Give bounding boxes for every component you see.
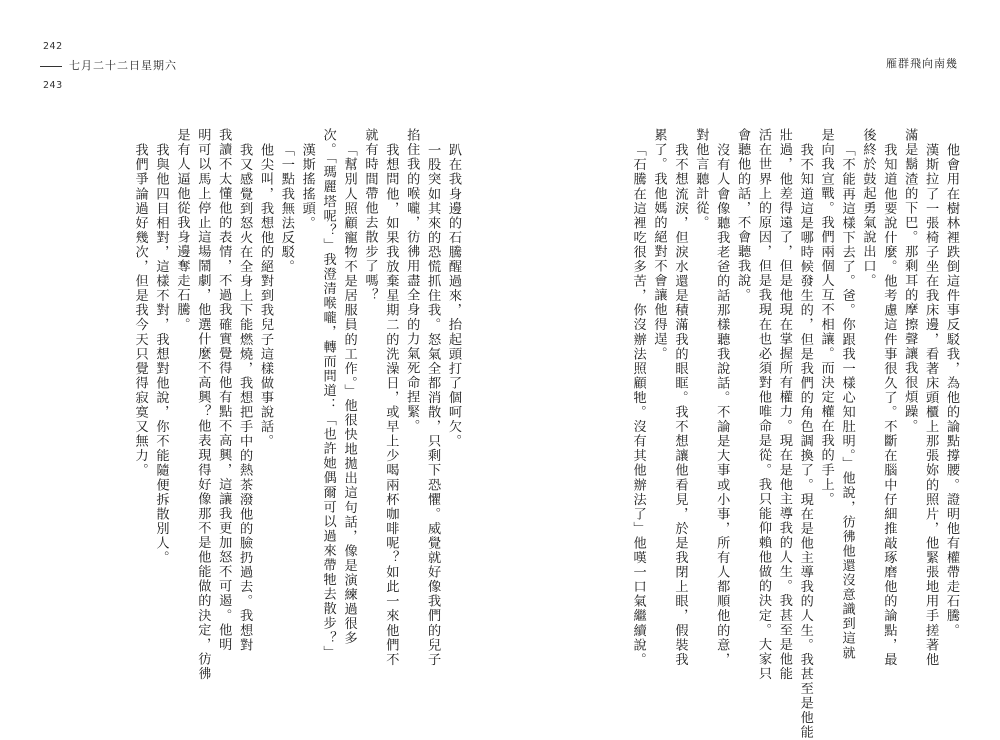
text-line: 他會用在樹林裡跌倒這件事反駁我，為他的論點撐腰。證明他有權帶走石騰。 <box>944 143 959 638</box>
text-line: 我讀不太懂他的表情，不過我確實覺得他有點不高興，這讓我更加怒不可遏。他明 <box>216 128 232 652</box>
text-line: 後終於鼓起勇氣說出口。 <box>860 128 876 289</box>
text-line: 就有時間帶他去散步了嗎？ <box>362 128 378 303</box>
text-line: 活在世界上的原因，但是我現在也必須對他唯命是從。我只能仰賴他做的決定。大家只 <box>755 128 771 681</box>
text-line: 漢斯拉了一張椅子坐在我床邊，看著床頭櫃上那張妳的照片，他緊張地用手搓著他 <box>923 143 939 667</box>
text-line: 「一點我無法反駁。 <box>278 143 294 274</box>
text-line: 我又感覺到怒火在全身上下能燃燒，我想把手中的熱茶潑他的臉扔過去。我想對 <box>237 143 253 653</box>
text-line: 是向我宣戰。我們兩個人互不相讓。而決定權在我的手上。 <box>818 128 834 507</box>
body-text-left-page <box>42 128 461 681</box>
text-line: 我不知道這是哪時候發生的，但是我們的角色調換了。現在是他主導我的人生。我甚至是他能 <box>797 143 813 740</box>
text-line: 漢斯搖搖頭。 <box>299 143 315 231</box>
text-line: 我不想流淚，但淚水還是積滿我的眼眶。我不想讓他看見，於是我閉上眼，假裝我 <box>672 143 688 667</box>
text-line: 一股突如其來的恐慌抓住我。怒氣全都消散，只剩下恐懼。威覺就好像我們的兒子 <box>425 143 441 667</box>
text-line: 對他言聽計從。 <box>693 128 709 230</box>
running-head-left: 七月二十二日星期六 <box>69 59 177 73</box>
text-line: 他尖叫，我想他的絕對到我兒子這樣做事說話。 <box>257 143 273 449</box>
page-number-242: 242 <box>43 41 63 52</box>
text-line: 我們爭論過好幾次，但是我今天只覺得寂寞又無力。 <box>132 143 148 478</box>
text-line: 次。「瑪麗塔呢？」我澄清喉嚨，轉而問道：「也許她偶爾可以過來帶牠去散步？」 <box>320 128 336 660</box>
text-line: 「不能再這樣下去了。爸。你跟我一樣心知肚明。」他說，彷彿他還沒意識到這就 <box>839 143 855 661</box>
running-head-right: 雁群飛向南幾 <box>886 57 958 70</box>
text-line: 掐住我的喉嚨，彷彿用盡全身的力氣死命捏緊。 <box>404 128 420 434</box>
text-line: 壯過，他差得遠了，但是他現在掌握所有權力。現在是他主導我的人生。我甚至是他能 <box>776 128 792 681</box>
text-line: 「幫別人照顧寵物不是居服員的工作。」他很快地拋出這句話，像是演練過很多 <box>341 143 357 646</box>
page-number-243: 243 <box>43 79 63 91</box>
text-line: 滿是鬍渣的下巴。那剩耳的摩擦聲讓我很煩躁。 <box>902 128 918 434</box>
text-line: 是有人逼他從我身邊奪走石騰。 <box>174 128 190 332</box>
text-line: 我與他四目相對，這樣不對，我想對他說，你不能隨便拆散別人。 <box>153 143 169 565</box>
text-line: 累了。我他媽的絕對不會讓他得逞。 <box>651 128 667 361</box>
text-line: 會聽他的話，不會聽我說。 <box>735 128 751 303</box>
text-line: 我想問他，如果我放棄星期二的洗澡日，或早上少喝兩杯咖啡呢？如此一來他們不 <box>383 143 399 667</box>
running-head-left-row <box>40 58 340 75</box>
header-left-group <box>40 40 340 93</box>
body-text-right-page <box>540 128 959 740</box>
text-line: 趴在我身邊的石騰醒過來，抬起頭打了個呵欠。 <box>446 143 461 449</box>
text-line: 沒有人會像聽我老爸的話那樣聽我說話。不論是大事或小事，所有人都順他的意， <box>714 143 730 667</box>
header-rule <box>40 66 62 67</box>
text-line: 「石騰在這裡吃很多苦，你沒辦法照顧牠。沒有其他辦法了」他嘆一口氣繼續說。 <box>630 143 646 667</box>
text-line: 我知道他要說什麼。他考慮這件事很久了。不斷在腦中仔細推敲琢磨他的論點，最 <box>881 143 897 667</box>
text-line: 明可以馬上停止這場鬧劇，他選什麼不高興？他表現得好像那不是他能做的決定，彷彿 <box>195 128 211 681</box>
